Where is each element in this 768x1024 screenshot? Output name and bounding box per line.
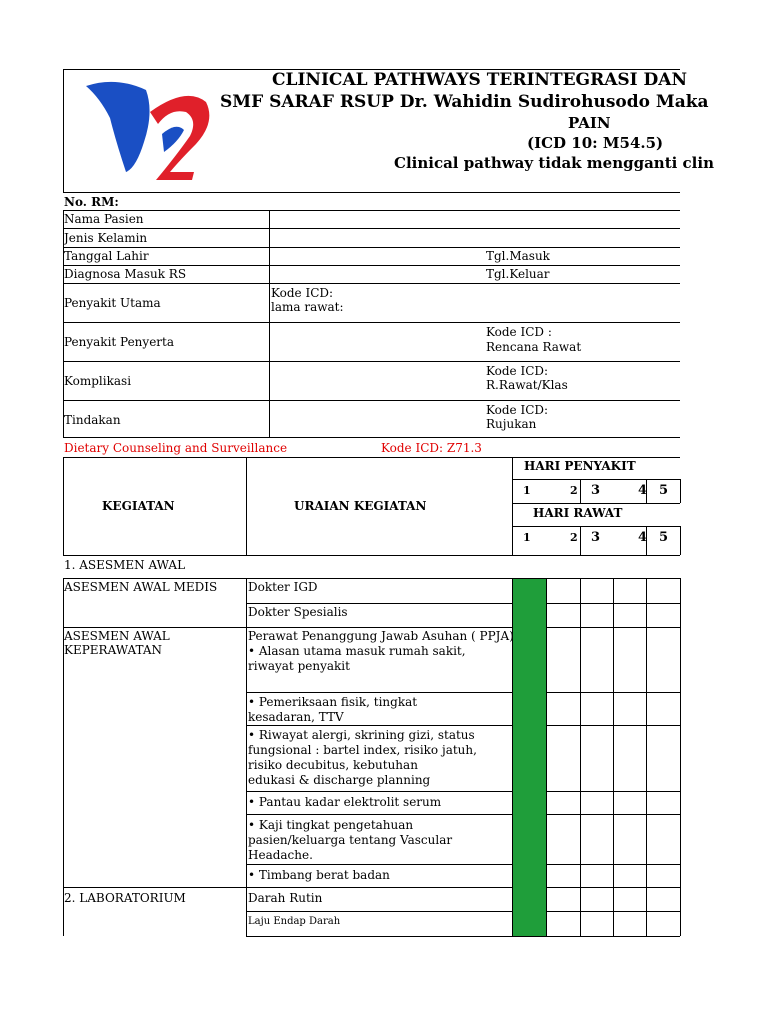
hr-day-3: 3 — [591, 530, 601, 545]
title-line-2: SMF SARAF RSUP Dr. Wahidin Sudirohusodo Maka — [220, 92, 709, 112]
hr-day-1: 1 — [523, 531, 531, 544]
hari-rawat-header: HARI RAWAT — [533, 506, 623, 520]
item5-line3: Headache. — [248, 848, 313, 862]
item5-line1: • Kaji tingkat pengetahuan — [248, 818, 414, 832]
item1-line2: riwayat penyakit — [248, 659, 350, 673]
jenis-kelamin-label: Jenis Kelamin — [64, 231, 148, 245]
title-line-3: PAIN — [568, 114, 611, 132]
title-line-5: Clinical pathway tidak mengganti clin — [394, 154, 714, 172]
item2-line2: kesadaran, TTV — [248, 710, 344, 724]
dokter-spesialis: Dokter Spesialis — [248, 605, 348, 619]
asesmen-kep-label-1: ASESMEN AWAL — [64, 629, 170, 643]
dokter-igd: Dokter IGD — [248, 580, 318, 594]
rawat-klas-label: R.Rawat/Klas — [486, 378, 568, 392]
title-line-1: CLINICAL PATHWAYS TERINTEGRASI DAN — [272, 70, 688, 90]
laju-endap-darah: Laju Endap Darah — [248, 916, 341, 927]
asesmen-awal-section: 1. ASESMEN AWAL — [64, 558, 186, 572]
nama-pasien-label: Nama Pasien — [64, 212, 144, 226]
hr-day-2: 2 — [570, 531, 578, 544]
asesmen-medis-label: ASESMEN AWAL MEDIS — [64, 580, 218, 594]
tgl-masuk-label: Tgl.Masuk — [486, 249, 550, 263]
rujukan-label: Rujukan — [486, 417, 537, 431]
item4-line: • Pantau kadar elektrolit serum — [248, 795, 442, 809]
dietary-code: Kode ICD: Z71.3 — [381, 441, 482, 455]
dietary-label: Dietary Counseling and Surveillance — [64, 441, 288, 455]
hp-day-5: 5 — [659, 483, 669, 498]
darah-rutin: Darah Rutin — [248, 891, 323, 905]
day-1-marker-column — [513, 579, 546, 936]
hp-day-1: 1 — [523, 484, 531, 497]
item3-line2: fungsional : bartel index, risiko jatuh, — [248, 743, 477, 757]
kode-icd-penyerta: Kode ICD : — [486, 325, 552, 339]
hr-day-5: 5 — [659, 530, 669, 545]
hari-penyakit-header: HARI PENYAKIT — [524, 459, 636, 473]
kode-icd-tindakan: Kode ICD: — [486, 403, 549, 417]
tindakan-label: Tindakan — [64, 413, 121, 427]
hr-day-4: 4 — [638, 530, 648, 545]
hp-day-4: 4 — [638, 483, 648, 498]
no-rm-label: No. RM: — [64, 195, 119, 209]
item1-line1: • Alasan utama masuk rumah sakit, — [248, 644, 466, 658]
diagnosa-label: Diagnosa Masuk RS — [64, 267, 187, 281]
item6-line: • Timbang berat badan — [248, 868, 390, 882]
kode-icd-utama: Kode ICD: — [271, 286, 334, 300]
item3-line3: risiko decubitus, kebutuhan — [248, 758, 418, 772]
tgl-keluar-label: Tgl.Keluar — [486, 267, 550, 281]
item5-line2: pasien/keluarga tentang Vascular — [248, 833, 453, 847]
hp-day-2: 2 — [570, 484, 578, 497]
item2-line1: • Pemeriksaan fisik, tingkat — [248, 695, 418, 709]
laboratorium-label: 2. LABORATORIUM — [64, 891, 186, 905]
hospital-logo — [66, 72, 218, 188]
tanggal-lahir-label: Tanggal Lahir — [64, 249, 149, 263]
hp-day-3: 3 — [591, 483, 601, 498]
item3-line1: • Riwayat alergi, skrining gizi, status — [248, 728, 475, 742]
kode-icd-komplikasi: Kode ICD: — [486, 364, 549, 378]
kegiatan-header: KEGIATAN — [102, 499, 175, 513]
lama-rawat-label: lama rawat: — [271, 300, 344, 314]
item3-line4: edukasi & discharge planning — [248, 773, 431, 787]
ppja-label: Perawat Penanggung Jawab Asuhan ( PPJA) — [248, 629, 514, 643]
rencana-rawat-label: Rencana Rawat — [486, 340, 582, 354]
penyakit-penyerta-label: Penyakit Penyerta — [64, 335, 175, 349]
asesmen-kep-label-2: KEPERAWATAN — [64, 643, 163, 657]
komplikasi-label: Komplikasi — [64, 374, 132, 388]
penyakit-utama-label: Penyakit Utama — [64, 296, 161, 310]
uraian-header: URAIAN KEGIATAN — [294, 499, 427, 513]
title-line-4: (ICD 10: M54.5) — [527, 134, 664, 152]
